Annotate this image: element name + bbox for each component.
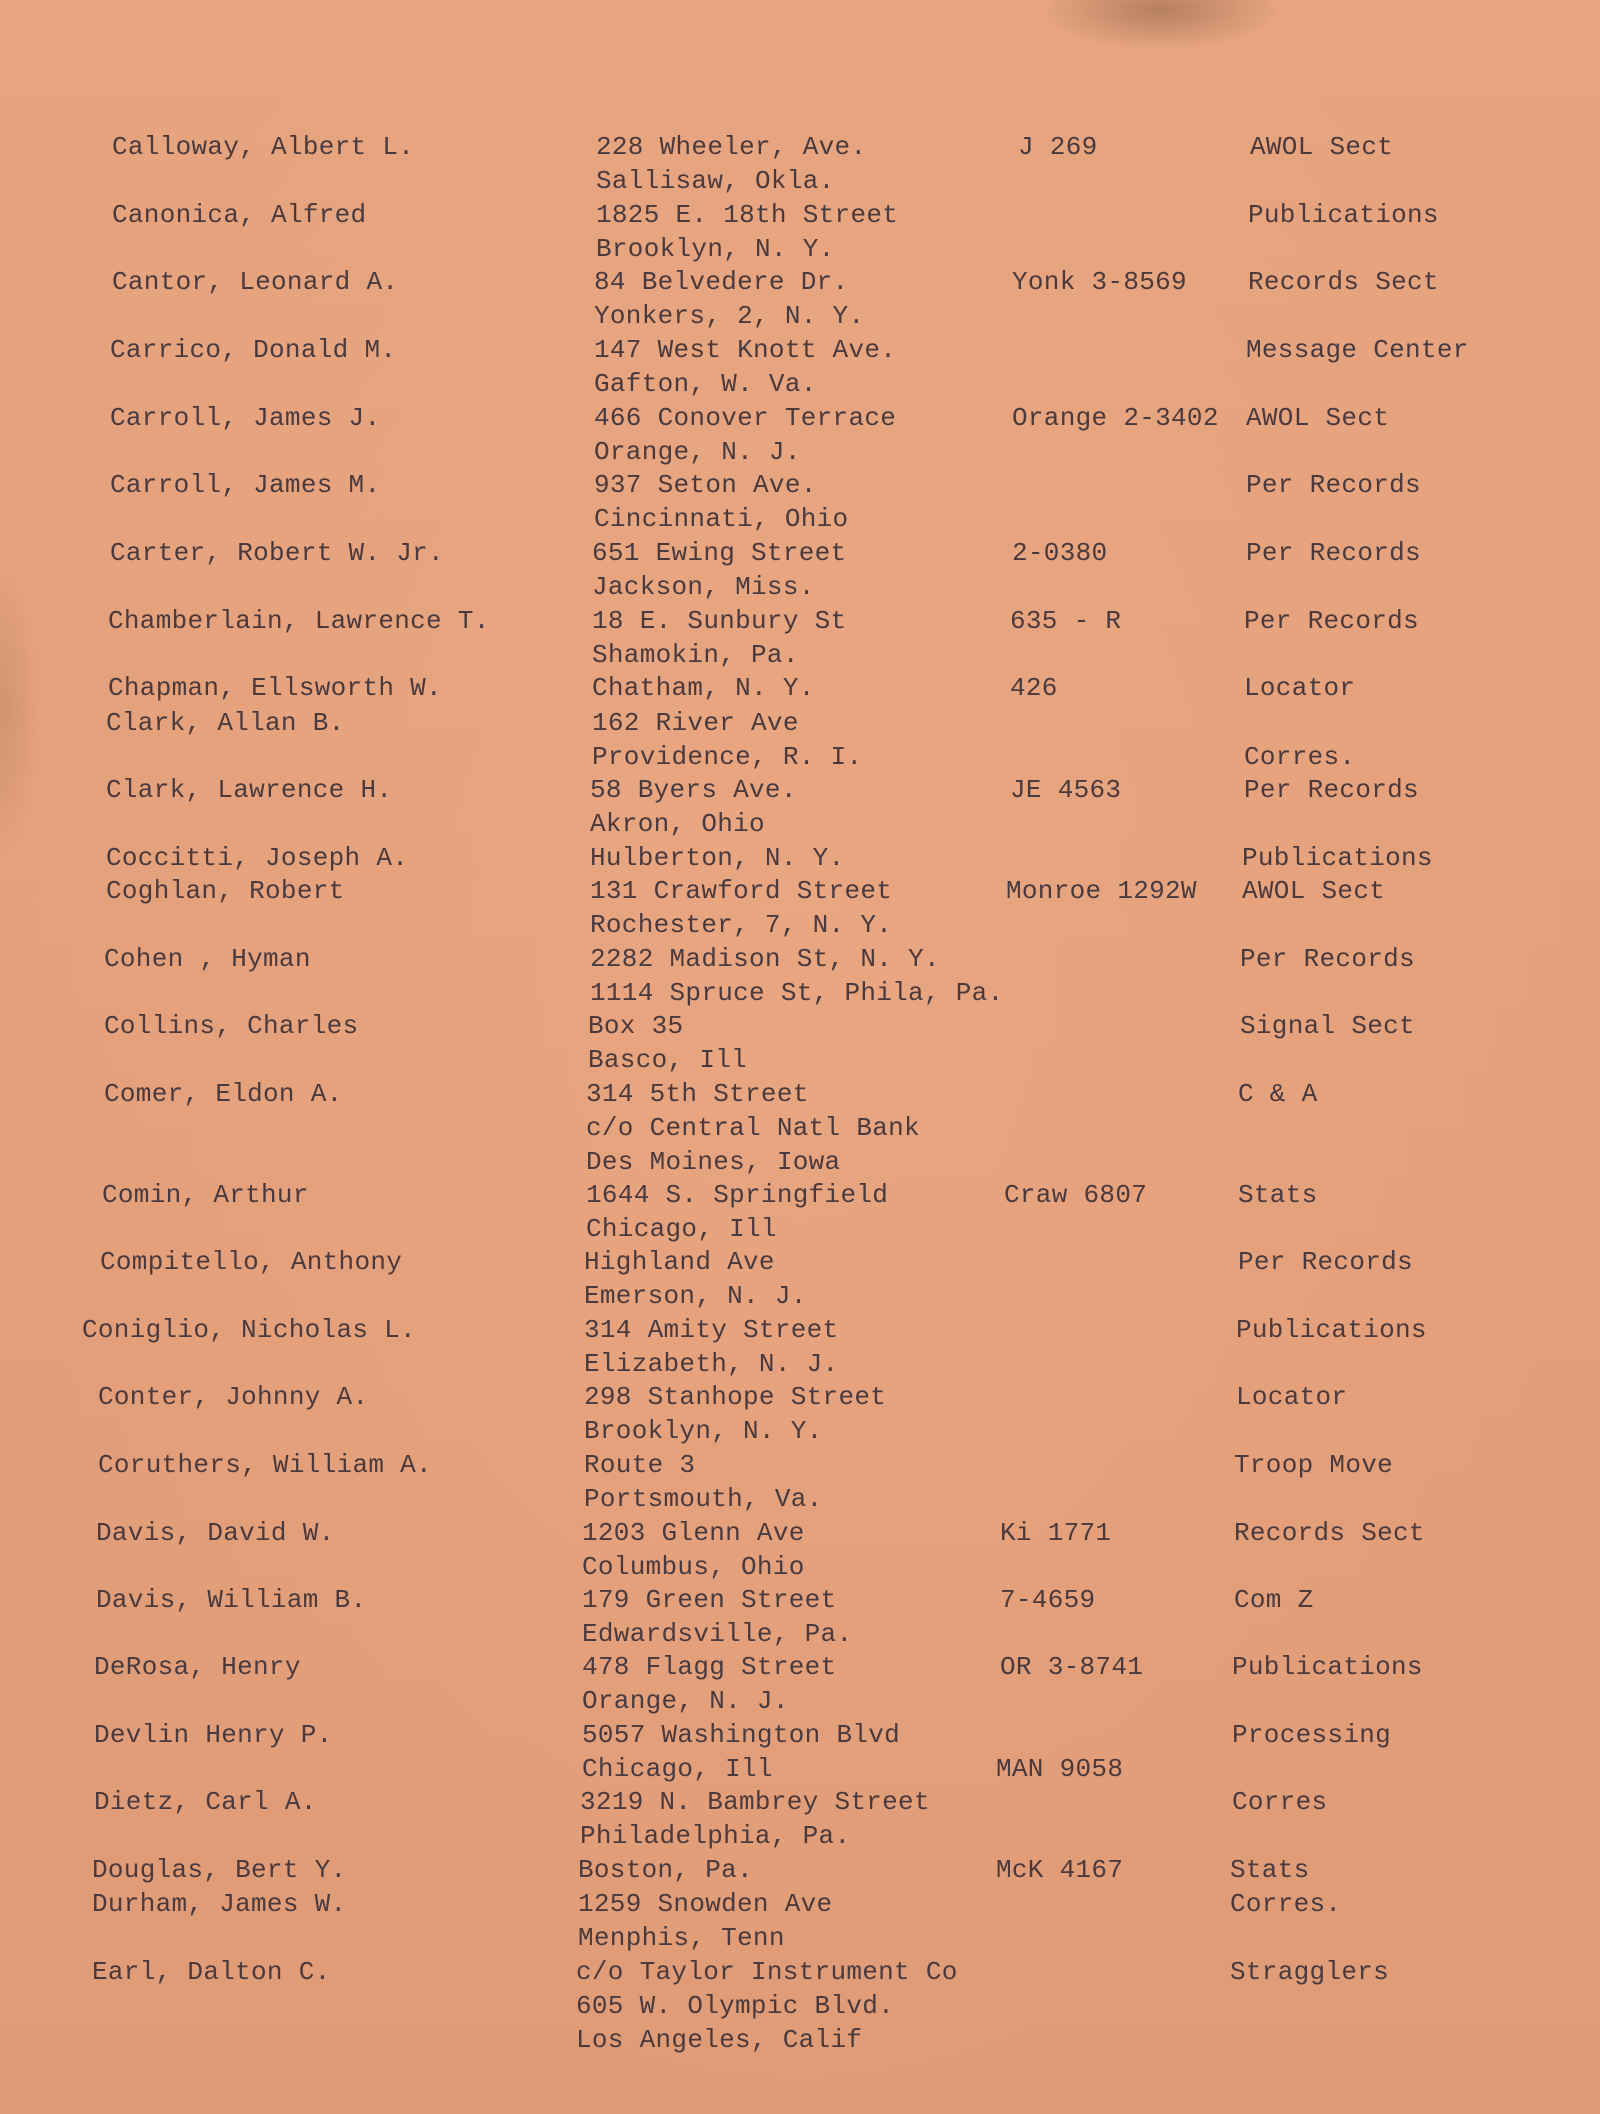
entry-name: Comin, Arthur (102, 1180, 309, 1210)
entry-name: Clark, Allan B. (106, 708, 345, 738)
address-line: Brooklyn, N. Y. (596, 234, 835, 264)
entry-department: Locator (1244, 673, 1356, 703)
address-line: Cincinnati, Ohio (594, 504, 849, 534)
address-line: 228 Wheeler, Ave. (596, 132, 867, 162)
address-line: Shamokin, Pa. (592, 640, 799, 670)
entry-address (592, 604, 846, 672)
entry-name: Carroll, James J. (110, 403, 381, 433)
address-line: 3219 N. Bambrey Street (580, 1787, 930, 1817)
entry-address (578, 1853, 753, 1887)
address-line: Rochester, 7, N. Y. (590, 910, 893, 940)
entry-name: Douglas, Bert Y. (92, 1855, 347, 1885)
entry-name: Coghlan, Robert (106, 876, 345, 906)
address-line: Highland Ave (584, 1247, 775, 1277)
entry-address (586, 1178, 888, 1246)
address-line: Des Moines, Iowa (586, 1147, 841, 1177)
address-line: 131 Crawford Street (590, 876, 893, 906)
entry-address (588, 1009, 747, 1077)
address-line: Box 35 (588, 1011, 684, 1041)
entry-address (590, 773, 797, 841)
entry-name: Cantor, Leonard A. (112, 267, 399, 297)
entry-name: Dietz, Carl A. (94, 1787, 317, 1817)
entry-phone: Monroe 1292W (1006, 876, 1197, 906)
address-line: 466 Conover Terrace (594, 403, 897, 433)
entry-department: Per Records (1240, 944, 1415, 974)
address-line: Gafton, W. Va. (594, 369, 817, 399)
entry-address (584, 1245, 807, 1313)
entry-address (590, 841, 844, 875)
entry-name: Davis, William B. (96, 1585, 367, 1615)
address-line: Sallisaw, Okla. (596, 166, 835, 196)
entry-address (582, 1650, 836, 1718)
address-line: Columbus, Ohio (582, 1552, 805, 1582)
entry-name: Chamberlain, Lawrence T. (108, 606, 490, 636)
entry-department: Message Center (1246, 335, 1469, 365)
entry-department: Per Records (1246, 538, 1421, 568)
address-line: Chicago, Ill (586, 1214, 777, 1244)
address-line: Route 3 (584, 1450, 696, 1480)
entry-name: Collins, Charles (104, 1011, 359, 1041)
address-line: 5057 Washington Blvd (582, 1720, 901, 1750)
entry-department: Com Z (1234, 1585, 1314, 1615)
entry-phone: Orange 2-3402 (1012, 403, 1219, 433)
address-line: Yonkers, 2, N. Y. (594, 301, 865, 331)
entry-address (578, 1887, 832, 1955)
address-line: Boston, Pa. (578, 1855, 753, 1885)
address-line: 314 5th Street (586, 1079, 809, 1109)
address-line: 478 Flagg Street (582, 1652, 837, 1682)
entry-name: Conter, Johnny A. (98, 1382, 369, 1412)
entry-address (592, 671, 815, 705)
paper-stain-left (0, 560, 40, 860)
entry-department: Publications (1232, 1652, 1423, 1682)
address-line: 18 E. Sunbury St (592, 606, 847, 636)
address-line: 2282 Madison St, N. Y. (590, 944, 940, 974)
entry-address (592, 706, 862, 774)
address-line: Orange, N. J. (594, 437, 801, 467)
entry-phone: 7-4659 (1000, 1585, 1096, 1615)
entry-address (594, 265, 864, 333)
entry-department: Corres (1232, 1787, 1328, 1817)
address-line: Elizabeth, N. J. (584, 1349, 839, 1379)
entry-phone: Yonk 3-8569 (1012, 267, 1187, 297)
address-line: Los Angeles, Calif (576, 2025, 863, 2055)
address-line: 605 W. Olympic Blvd. (576, 1991, 895, 2021)
entry-name: Durham, James W. (92, 1889, 347, 1919)
entry-address (594, 333, 896, 401)
entry-name: Comer, Eldon A. (104, 1079, 343, 1109)
entry-name: Earl, Dalton C. (92, 1957, 331, 1987)
entry-address (596, 130, 866, 198)
entry-department: Publications (1236, 1315, 1427, 1345)
entry-phone: Craw 6807 (1004, 1180, 1148, 1210)
entry-department: Per Records (1238, 1247, 1413, 1277)
address-line: 298 Stanhope Street (584, 1382, 887, 1412)
entry-name: Canonica, Alfred (112, 200, 367, 230)
entry-department: Corres. (1244, 742, 1356, 772)
entry-phone: OR 3-8741 (1000, 1652, 1144, 1682)
entry-address (584, 1448, 823, 1516)
address-line: Akron, Ohio (590, 809, 765, 839)
entry-name: Coccitti, Joseph A. (106, 843, 409, 873)
entry-phone: Ki 1771 (1000, 1518, 1112, 1548)
entry-address (596, 198, 898, 266)
entry-department: Per Records (1246, 470, 1421, 500)
address-line: Chicago, Ill (582, 1754, 773, 1784)
entry-name: Calloway, Albert L. (112, 132, 415, 162)
address-line: 314 Amity Street (584, 1315, 839, 1345)
address-line: 84 Belvedere Dr. (594, 267, 849, 297)
entry-name: Cohen , Hyman (104, 944, 311, 974)
address-line: c/o Taylor Instrument Co (576, 1957, 958, 1987)
entry-phone: 426 (1010, 673, 1058, 703)
address-line: Basco, Ill (588, 1045, 748, 1075)
address-line: Chatham, N. Y. (592, 673, 815, 703)
address-line: Philadelphia, Pa. (580, 1821, 851, 1851)
address-line: Menphis, Tenn (578, 1923, 785, 1953)
entry-address (580, 1785, 930, 1853)
entry-phone: McK 4167 (996, 1855, 1124, 1885)
entry-department: Per Records (1244, 606, 1419, 636)
entry-phone: MAN 9058 (996, 1754, 1124, 1784)
entry-name: Compitello, Anthony (100, 1247, 403, 1277)
entry-department: Corres. (1230, 1889, 1342, 1919)
entry-department: AWOL Sect (1246, 403, 1390, 433)
entry-department: C & A (1238, 1079, 1318, 1109)
entry-department: Processing (1232, 1720, 1392, 1750)
entry-address (582, 1718, 900, 1786)
entry-department: Records Sect (1234, 1518, 1425, 1548)
entry-phone: JE 4563 (1010, 775, 1122, 805)
address-line: 1259 Snowden Ave (578, 1889, 833, 1919)
address-line: Edwardsville, Pa. (582, 1619, 853, 1649)
entry-phone: J 269 (1018, 132, 1098, 162)
entry-department: Per Records (1244, 775, 1419, 805)
address-line: Brooklyn, N. Y. (584, 1416, 823, 1446)
address-line: 651 Ewing Street (592, 538, 847, 568)
entry-address (590, 942, 1003, 1010)
entry-name: Davis, David W. (96, 1518, 335, 1548)
address-line: 147 West Knott Ave. (594, 335, 897, 365)
address-line: 937 Seton Ave. (594, 470, 817, 500)
entry-name: Carroll, James M. (110, 470, 381, 500)
address-line: Providence, R. I. (592, 742, 863, 772)
address-line: Hulberton, N. Y. (590, 843, 845, 873)
entry-department: Stats (1238, 1180, 1318, 1210)
entry-department: Stats (1230, 1855, 1310, 1885)
entry-department: AWOL Sect (1242, 876, 1386, 906)
address-line: 1114 Spruce St, Phila, Pa. (590, 978, 1004, 1008)
entry-department: Stragglers (1230, 1957, 1390, 1987)
paper-stain-top (1040, 0, 1280, 50)
entry-name: DeRosa, Henry (94, 1652, 301, 1682)
entry-address (592, 536, 846, 604)
entry-department: Publications (1248, 200, 1439, 230)
entry-name: Devlin Henry P. (94, 1720, 333, 1750)
address-line: 1825 E. 18th Street (596, 200, 899, 230)
entry-address (584, 1380, 886, 1448)
address-line: 1644 S. Springfield (586, 1180, 889, 1210)
entry-address (594, 468, 848, 536)
entry-phone: 635 - R (1010, 606, 1122, 636)
entry-department: Locator (1236, 1382, 1348, 1412)
entry-address (590, 874, 892, 942)
entry-phone: 2-0380 (1012, 538, 1108, 568)
address-line: c/o Central Natl Bank (586, 1113, 920, 1143)
entry-address (582, 1516, 805, 1584)
entry-address (594, 401, 896, 469)
entry-department: Troop Move (1234, 1450, 1394, 1480)
entry-department: Records Sect (1248, 267, 1439, 297)
entry-name: Coruthers, William A. (98, 1450, 432, 1480)
entry-address (582, 1583, 852, 1651)
entry-department: Publications (1242, 843, 1433, 873)
entry-department: AWOL Sect (1250, 132, 1394, 162)
entry-address (586, 1077, 920, 1179)
address-line: Jackson, Miss. (592, 572, 815, 602)
address-line: Emerson, N. J. (584, 1281, 807, 1311)
address-line: 58 Byers Ave. (590, 775, 797, 805)
entry-name: Chapman, Ellsworth W. (108, 673, 442, 703)
address-line: Orange, N. J. (582, 1686, 789, 1716)
entry-name: Clark, Lawrence H. (106, 775, 393, 805)
entry-address (576, 1955, 958, 2057)
entry-name: Carter, Robert W. Jr. (110, 538, 444, 568)
entry-name: Coniglio, Nicholas L. (82, 1315, 416, 1345)
entry-address (584, 1313, 838, 1381)
address-line: 1203 Glenn Ave (582, 1518, 805, 1548)
address-line: Portsmouth, Va. (584, 1484, 823, 1514)
address-line: 162 River Ave (592, 708, 799, 738)
entry-department: Signal Sect (1240, 1011, 1415, 1041)
entry-name: Carrico, Donald M. (110, 335, 397, 365)
address-line: 179 Green Street (582, 1585, 837, 1615)
